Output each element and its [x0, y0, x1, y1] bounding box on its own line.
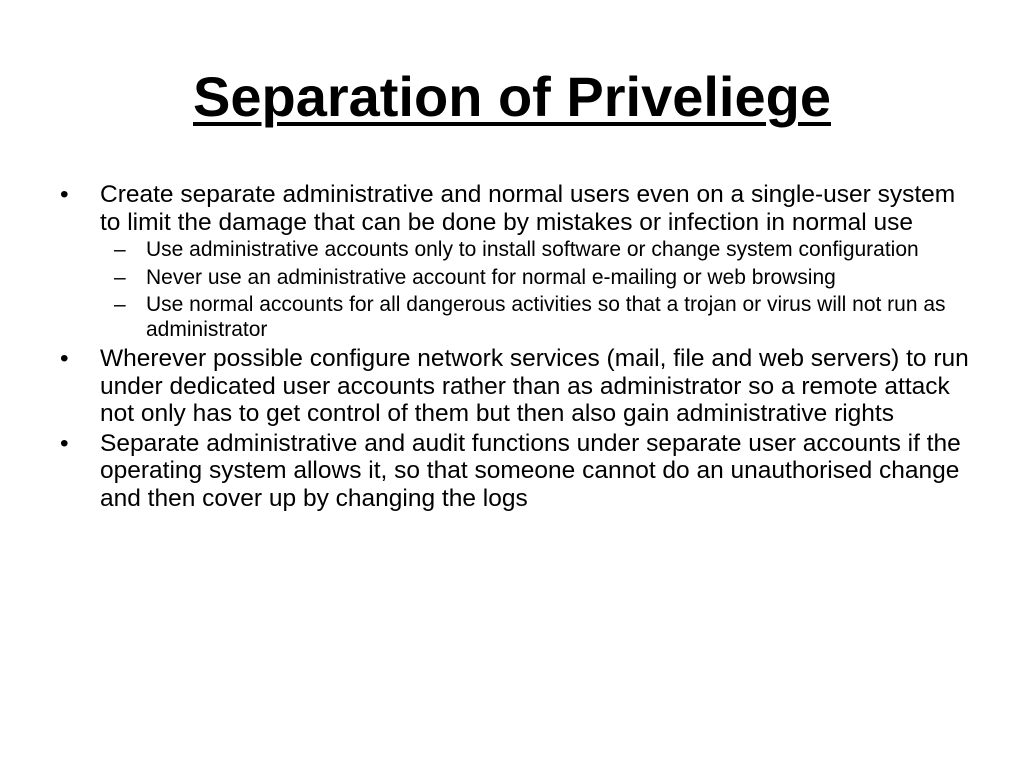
bullet-text: Create separate administrative and normal users even on a single-user system to limit the damage that can be done by mistakes or infection in normal use — [100, 181, 956, 236]
bullet-list — [56, 181, 976, 514]
sub-bullet-text: Use normal accounts for all dangerous activities so that a trojan or virus will not run as administrator — [146, 293, 946, 341]
sub-bullet-marker: – — [114, 238, 126, 261]
sub-bullet-item — [114, 293, 976, 342]
bullet-marker: • — [60, 181, 69, 208]
bullet-text: Separate administrative and audit functions under separate user accounts if the operating system allows it, so that someone cannot do an unauthorised change and then cover up by changing the logs — [100, 429, 961, 512]
bullet-marker: • — [60, 345, 69, 372]
sub-bullet-item — [114, 238, 976, 263]
slide-title: Separation of Priveliege — [193, 65, 831, 128]
bullet-item — [56, 181, 976, 236]
bullet-text: Wherever possible configure network services (mail, file and web servers) to run under dedicated user accounts rather than as administrator so a remote attack not only has to get control of them but then also gain administrative rights — [100, 345, 969, 427]
sub-bullet-marker: – — [114, 265, 126, 289]
sub-bullet-text: Never use an administrative account for normal e-mailing or web browsing — [146, 265, 836, 289]
bullet-item — [56, 430, 976, 513]
sub-bullet-item — [114, 266, 976, 291]
sub-bullet-text: Use administrative accounts only to install software or change system configuration — [146, 238, 919, 261]
bullet-item — [56, 345, 976, 428]
sub-bullet-marker: – — [114, 293, 126, 316]
bullet-marker: • — [60, 429, 69, 457]
